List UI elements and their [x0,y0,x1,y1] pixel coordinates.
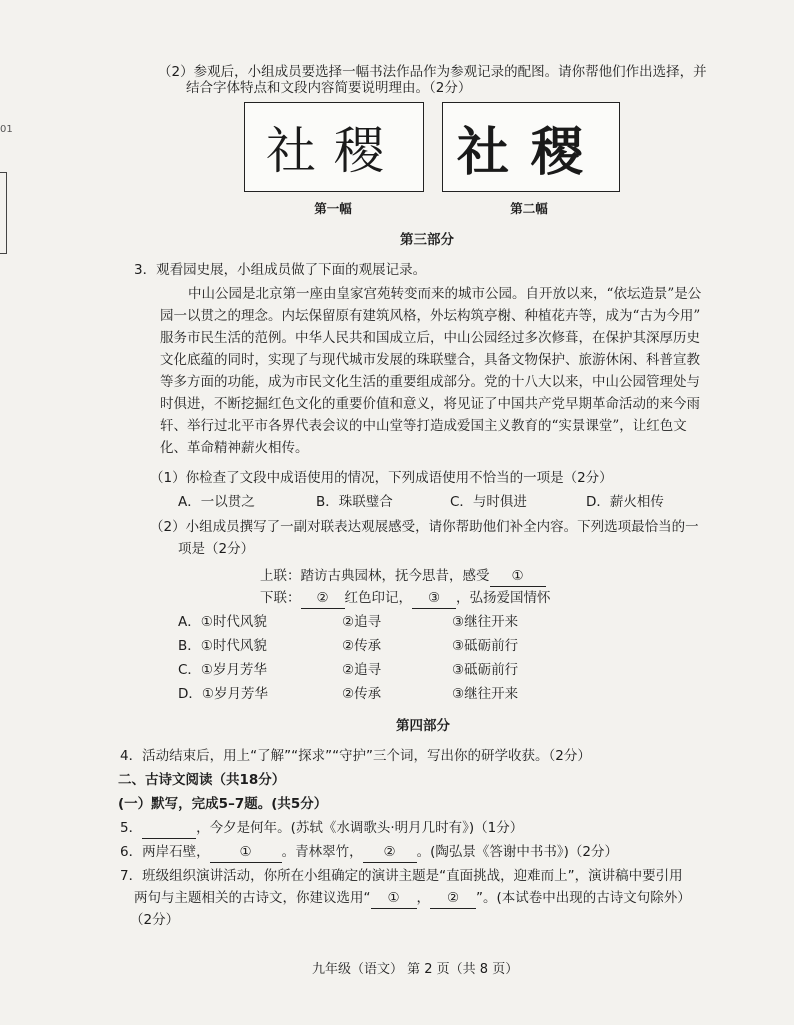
q5-text: ，今夕是何年。(苏轼《水调歌头·明月几时有》)（1分） [196,820,524,836]
q7-line2-end: ”。(本试卷中出现的古诗文句除外） [476,890,691,906]
sub2-option-d-2: ②传承 [342,686,382,702]
q5-blank [142,818,196,839]
q7-line2 [134,888,691,909]
q6-blank-1: ① [210,842,282,863]
q7-line2-start: 两句与主题相关的古诗文，你建议选用“ [134,890,371,906]
passage-line: 轩、举行过北平市各界代表会议的中山堂等打造成爱国主义教育的“实景课堂”，让红色文 [160,418,687,434]
page-footer: 九年级（语文） 第 2 页（共 8 页） [312,962,519,977]
calligraphy-text-regular: 社稷 [456,122,605,183]
q7-blank-2: ② [430,888,476,909]
sub2-prompt-line2: 项是（2分） [178,541,255,557]
passage-line: 时俱进，不断挖掘红色文化的重要价值和意义，将见证了中国共产党早期革命活动的来今雨 [160,396,700,412]
blank-3: ③ [412,588,456,609]
couplet-upper [260,566,546,587]
q7-line3: （2分） [130,912,180,928]
sub2-option-d-1: D．①岁月芳华 [178,686,268,702]
sub2-option-c-3: ③砥砺前行 [452,662,519,678]
q6-start: 6．两岸石壁， [120,844,210,860]
calligraphy-caption-1: 第一幅 [314,201,352,216]
calligraphy-work-1 [244,102,424,192]
q3-intro: 3．观看园史展，小组成员做了下面的观展记录。 [134,262,427,278]
q6-blank-2: ② [363,842,417,863]
q6-end: 。(陶弘景《答谢中书书》)（2分） [416,844,618,860]
q2-prompt-line1: （2）参观后，小组成员要选择一幅书法作品作为参观记录的配图。请你帮他们作出选择，并 [158,64,707,80]
sub2-option-b-1: B．①时代风貌 [178,638,267,654]
passage-line: 园一以贯之的理念。内坛保留原有建筑风格，外坛构筑亭榭、种植花卉等，成为“古为今用” [160,308,701,324]
couplet-lower-mid: 红色印记， [344,590,412,606]
passage-line: 中山公园是北京第一座由皇家宫苑转变而来的城市公园。自开放以来，“依坛造景”是公 [188,286,702,302]
sub1-option-d: D．薪火相传 [586,494,664,510]
q6-mid: 。青林翠竹， [281,844,363,860]
sub1-prompt: （1）你检查了文段中成语使用的情况，下列成语使用不恰当的一项是（2分） [150,470,613,486]
calligraphy-text-seal: 社稷 [266,122,402,180]
blank-1: ① [490,566,546,587]
sub2-option-c-1: C．①岁月芳华 [178,662,268,678]
couplet-lower-prefix: 下联： [260,590,301,606]
passage-line: 等多方面的功能，成为市民文化生活的重要组成部分。党的十八大以来，中山公园管理处与 [160,374,700,390]
q7-line1: 7．班级组织演讲活动，你所在小组确定的演讲主题是“直面挑战，迎难而上”，演讲稿中要引用 [120,868,683,884]
part3-title: 第三部分 [400,232,454,248]
passage-line: 服务市民生活的范例。中华人民共和国成立后，中山公园经过多次修葺，在保护其深厚历史 [160,330,700,346]
couplet-lower-suffix: ，弘扬爱国情怀 [456,590,551,606]
sub2-option-b-3: ③砥砺前行 [452,638,519,654]
section2-title: 二、古诗文阅读（共18分） [118,772,286,788]
binding-margin-line [0,172,7,254]
sub2-prompt-line1: （2）小组成员撰写了一副对联表达观展感受，请你帮助他们补全内容。下列选项最恰当的一 [150,519,699,535]
q4-text: 4．活动结束后，用上“了解”“探求”“守护”三个词，写出你的研学收获。（2分） [120,748,591,764]
calligraphy-caption-2: 第二幅 [510,201,548,216]
sub2-option-a-1: A．①时代风貌 [178,614,267,630]
margin-number: 01 [0,124,13,135]
q5-number: 5． [120,820,143,836]
sub-section1-title: (一）默写，完成5–7题。(共5分） [118,796,328,812]
sub1-option-c: C．与时俱进 [450,494,527,510]
passage-line: 化、革命精神薪火相传。 [160,440,309,456]
sub1-option-b: B．珠联璧合 [316,494,393,510]
couplet-upper-text: 上联：踏访古典园林，抚今思昔，感受 [260,568,490,584]
q2-prompt-line2: 结合字体特点和文段内容简要说明理由。（2分） [186,80,472,96]
q6 [120,842,618,863]
sub2-option-b-2: ②传承 [342,638,382,654]
q7-comma: ， [416,890,430,906]
sub2-option-a-2: ②追寻 [342,614,382,630]
q7-blank-1: ① [371,888,417,909]
sub2-option-a-3: ③继往开来 [452,614,519,630]
sub2-option-d-3: ③继往开来 [452,686,519,702]
part4-title: 第四部分 [396,718,450,734]
blank-2: ② [301,588,345,609]
sub1-option-a: A．一以贯之 [178,494,255,510]
passage-line: 文化底蕴的同时，实现了与现代城市发展的珠联璧合，具备文物保护、旅游休闲、科普宣教 [160,352,700,368]
q5 [120,818,523,839]
calligraphy-work-2 [442,102,620,192]
couplet-lower [260,588,551,609]
sub2-option-c-2: ②追寻 [342,662,382,678]
